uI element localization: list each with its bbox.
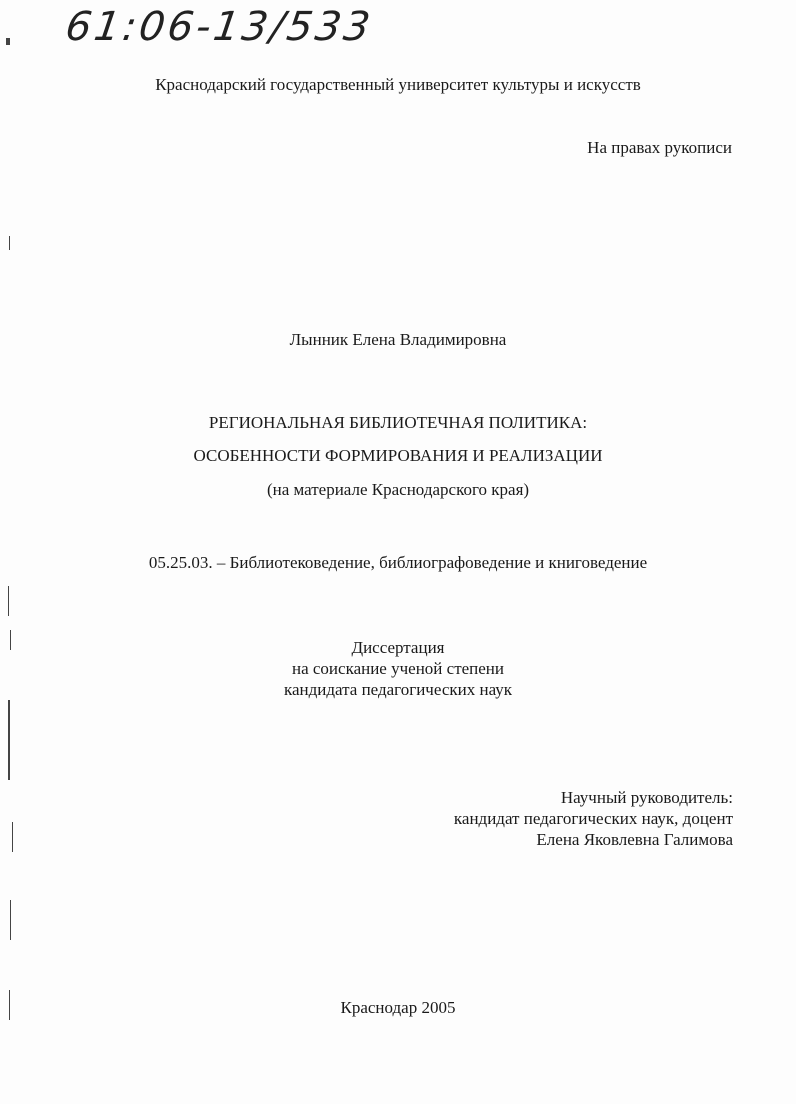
scan-speck xyxy=(6,38,10,45)
dissertation-degree: кандидата педагогических наук xyxy=(283,680,513,699)
city-year: Краснодар 2005 xyxy=(340,998,456,1017)
title-line-1: РЕГИОНАЛЬНАЯ БИБЛИОТЕЧНАЯ ПОЛИТИКА: xyxy=(208,413,588,432)
manuscript-rights-note: На правах рукописи xyxy=(587,138,732,157)
scan-speck xyxy=(8,586,9,616)
dissertation-label: Диссертация xyxy=(351,638,445,657)
handwritten-archive-number: 61:06-13/533 xyxy=(62,4,376,50)
supervisor-name: Елена Яковлевна Галимова xyxy=(536,830,733,849)
scan-speck xyxy=(10,900,11,940)
university-name: Краснодарский государственный университет культуры и искусств xyxy=(155,75,641,94)
supervisor-degree: кандидат педагогических наук, доцент xyxy=(453,809,733,828)
scan-speck xyxy=(12,822,13,852)
scan-speck xyxy=(9,236,10,250)
dissertation-degree-purpose: на соискание ученой степени xyxy=(291,659,505,678)
scan-speck xyxy=(8,700,10,780)
title-subtitle: (на материале Краснодарского края) xyxy=(266,480,530,499)
author-name: Лынник Елена Владимировна xyxy=(289,330,507,349)
title-line-2: ОСОБЕННОСТИ ФОРМИРОВАНИЯ И РЕАЛИЗАЦИИ xyxy=(193,446,603,465)
supervisor-label: Научный руководитель: xyxy=(560,788,733,807)
specialty-code: 05.25.03. – Библиотековедение, библиографоведение и книговедение xyxy=(148,553,648,572)
